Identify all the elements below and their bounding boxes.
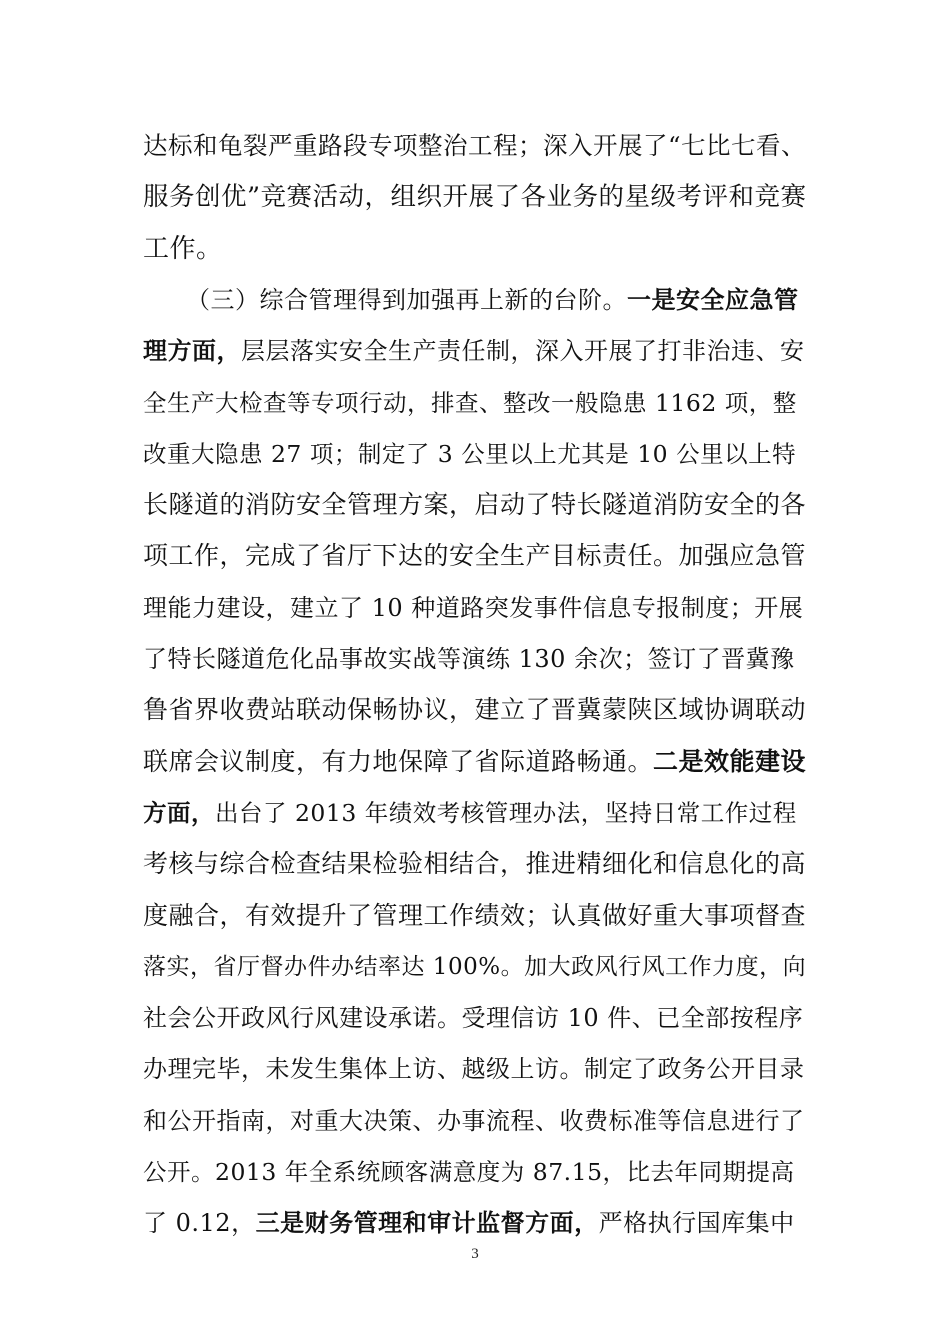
text-line [143,434,807,474]
text-line [143,126,807,166]
body-text-run: 度融合，有效提升了管理工作绩效；认真做好重大事项督查 [143,900,807,930]
text-line [143,896,807,936]
text-line [143,485,807,525]
body-text-run: 社会公开政风行风建设承诺。受理信访 10 件、已全部按程序 [143,1004,804,1033]
body-text-run: 联席会议制度，有力地保障了省际道路畅通。 [143,746,654,776]
body-text-run: 层层落实安全生产责任制，深入开展了打非治违、安 [241,337,805,366]
text-line [143,742,807,782]
text-line [143,536,807,576]
text-line [143,177,807,217]
text-line [143,1152,807,1192]
body-text-run: 长隧道的消防安全管理方案，启动了特长隧道消防安全的各 [143,490,807,520]
body-text-run: 了特长隧道危化品事故实战等演练 130 余次；签订了晋冀豫 [143,645,795,673]
text-line [143,998,807,1038]
text-line [143,588,807,628]
bold-heading-text: 方面， [143,798,215,827]
text-line [143,1101,807,1141]
body-text-run: 达标和龟裂严重路段专项整治工程；深入开展了“七比七看、 [143,131,807,160]
body-text-run: 公开。2013 年全系统顾客满意度为 87.15，比去年同期提高 [143,1158,795,1186]
bold-heading-text: 二是效能建设 [653,746,807,776]
body-text-run: 工作。 [143,233,223,264]
body-text-run: 理能力建设，建立了 10 种道路突发事件信息专报制度；开展 [143,593,804,622]
body-text-run: 落实，省厅督办件办结率达 100%。加大政风行风工作力度，向 [143,953,807,980]
text-line [143,383,807,423]
body-text-run: 鲁省界收费站联动保畅协议，建立了晋冀蒙陕区域协调联动 [143,695,807,725]
body-text-run: 项工作，完成了省厅下达的安全生产目标责任。加强应急管 [143,541,807,571]
bold-heading-text: 理方面， [143,336,241,366]
text-line [143,1049,807,1089]
body-text-run: 改重大隐患 27 项；制定了 3 公里以上尤其是 10 公里以上特 [143,439,797,468]
bold-heading-text: 一是安全应急管 [627,284,799,314]
body-text-run: 服务创优”竞赛活动，组织开展了各业务的星级考评和竞赛 [143,182,807,213]
text-line [143,844,807,884]
bold-heading-text: 三是财务管理和审计监督方面， [255,1208,599,1238]
body-text-run: 全生产大检查等专项行动，排查、整改一般隐患 1162 项，整 [143,388,797,417]
body-text-run: 出台了 2013 年绩效考核管理办法，坚持日常工作过程 [215,798,797,827]
text-line [186,280,807,320]
body-text-run: 严格执行国库集中 [598,1209,795,1238]
text-line [143,229,807,269]
body-text-run: （三）综合管理得到加强再上新的台阶。 [186,285,627,314]
body-text-run: 考核与综合检查结果检验相结合，推进精细化和信息化的高 [143,849,807,879]
text-line [143,639,807,679]
text-line [143,690,807,730]
text-line [143,331,807,371]
page-number: 3 [471,1246,479,1262]
text-line [143,1203,807,1243]
body-text-run: 了 0.12， [143,1209,256,1238]
body-text-run: 和公开指南，对重大决策、办事流程、收费标准等信息进行了 [143,1106,805,1135]
text-line [143,947,807,987]
body-text-run: 办理完毕，未发生集体上访、越级上访。制定了政务公开目录 [143,1055,805,1084]
text-line [143,793,807,833]
